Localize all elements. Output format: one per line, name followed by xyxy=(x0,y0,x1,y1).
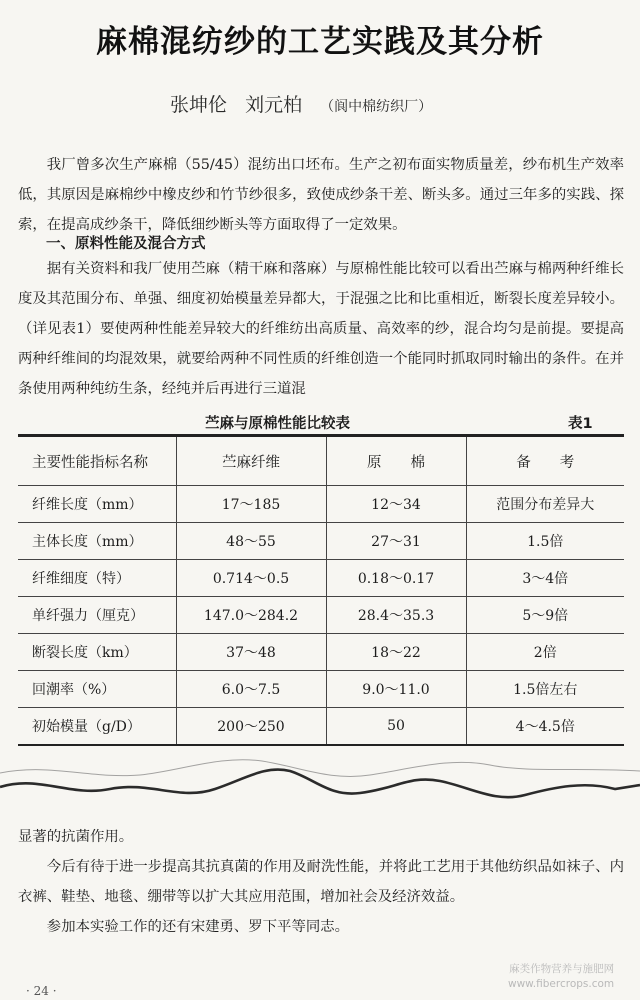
article-title: 麻棉混纺纱的工艺实践及其分析 xyxy=(96,24,544,60)
row-label: 单纤强力（厘克） xyxy=(18,597,176,634)
site-watermark xyxy=(508,962,614,992)
comparison-table xyxy=(18,434,624,746)
header-remarks: 备 考 xyxy=(466,436,624,486)
table-row xyxy=(18,634,624,671)
cotton-value: 27～31 xyxy=(326,523,466,560)
row-label: 初始模量（g/D） xyxy=(18,708,176,746)
ramie-value: 6.0～7.5 xyxy=(176,671,326,708)
ramie-value: 37～48 xyxy=(176,634,326,671)
table-row xyxy=(18,560,624,597)
ramie-value: 48～55 xyxy=(176,523,326,560)
author-byline xyxy=(170,90,432,117)
page-number: · 24 · xyxy=(26,984,57,998)
ramie-value: 147.0～284.2 xyxy=(176,597,326,634)
affiliation: （阆中棉纺织厂） xyxy=(320,99,433,115)
remark-value: 5～9倍 xyxy=(466,597,624,634)
remark-value: 1.5倍左右 xyxy=(466,671,624,708)
cotton-value: 0.18～0.17 xyxy=(326,560,466,597)
row-label: 主体长度（mm） xyxy=(18,523,176,560)
watermark-line-2: www.fibercrops.com xyxy=(508,978,615,990)
section-body: 据有关资料和我厂使用苎麻（精干麻和落麻）与原棉性能比较可以看出苎麻与棉两种纤维长度及其范围分布、单强、细度初始模量差异都大，于混强之比和比重相近，断裂长度差异较小。（详见表1）要使两种性能差异较大的纤维纺出高质量、高效率的纱，混合均匀是前提。要提高两种纤维间的均混效果，就要给两种不同性质的纤维创造一个能同时抓取同时输出的条件。在并条使用两种纯纺生条，经纯并后再进行三道混 xyxy=(18,261,624,397)
cotton-value: 28.4～35.3 xyxy=(326,597,466,634)
ramie-value: 200～250 xyxy=(176,708,326,746)
table-row xyxy=(18,671,624,708)
table-row xyxy=(18,597,624,634)
table-row xyxy=(18,486,624,523)
header-indicator: 主要性能指标名称 xyxy=(32,454,148,471)
continuation-line: 显著的抗菌作用。 xyxy=(18,829,134,845)
table-row xyxy=(18,523,624,560)
cotton-value: 18～22 xyxy=(326,634,466,671)
table-caption: 苎麻与原棉性能比较表 xyxy=(205,416,350,432)
remark-value: 4～4.5倍 xyxy=(466,708,624,746)
continuation-paragraph: 今后有待于进一步提高其抗真菌的作用及耐洗性能，并将此工艺用于其他纺织品如袜子、内衣裤、鞋垫、地毯、绷带等以扩大其应用范围，增加社会及经济效益。 xyxy=(18,859,624,905)
table-row xyxy=(18,708,624,746)
row-label: 纤维细度（特） xyxy=(18,560,176,597)
watermark-line-1: 麻类作物营养与施肥网 xyxy=(509,963,615,975)
row-label: 断裂长度（km） xyxy=(18,634,176,671)
cotton-value: 9.0～11.0 xyxy=(326,671,466,708)
remark-value: 3～4倍 xyxy=(466,560,624,597)
remark-value: 范围分布差异大 xyxy=(466,486,624,523)
tear-edge-upper xyxy=(0,760,640,777)
intro-paragraph: 我厂曾多次生产麻棉（55/45）混纺出口坯布。生产之初布面实物质量差，纱布机生产效率低，其原因是麻棉纱中橡皮纱和竹节纱很多，致使成纱条干差、断头多。通过三年多的实践、探索，在提高成纱条干，降低细纱断头等方面取得了一定效果。 xyxy=(18,157,624,233)
header-cotton: 原 棉 xyxy=(326,436,466,486)
cotton-value: 12～34 xyxy=(326,486,466,523)
acknowledgement-paragraph: 参加本实验工作的还有宋建勇、罗下平等同志。 xyxy=(46,919,350,935)
cotton-value: 50 xyxy=(326,708,466,746)
remark-value: 2倍 xyxy=(466,634,624,671)
torn-paper-break xyxy=(0,745,640,815)
ramie-value: 17～185 xyxy=(176,486,326,523)
authors: 张坤伦 刘元柏 xyxy=(170,94,303,116)
table-header-row xyxy=(18,436,624,486)
header-ramie: 苎麻纤维 xyxy=(176,436,326,486)
table-number: 表1 xyxy=(568,416,593,432)
section-heading: 一、原料性能及混合方式 xyxy=(46,236,206,252)
row-label: 纤维长度（mm） xyxy=(18,486,176,523)
remark-value: 1.5倍 xyxy=(466,523,624,560)
ramie-value: 0.714～0.5 xyxy=(176,560,326,597)
row-label: 回潮率（%） xyxy=(18,671,176,708)
